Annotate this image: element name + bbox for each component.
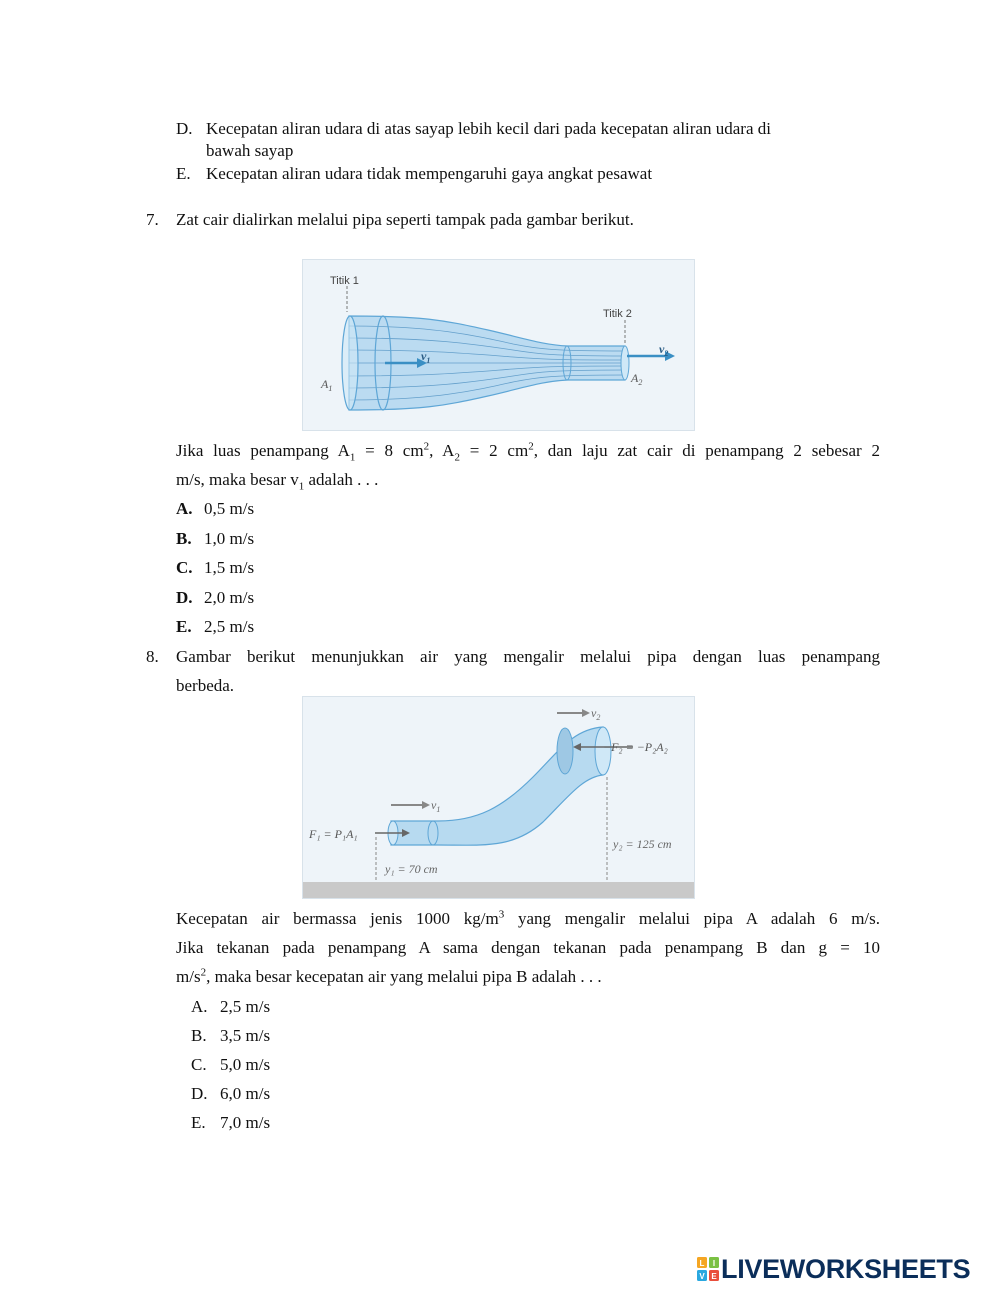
option-label: B. xyxy=(191,1026,207,1045)
pipe-figure-2 xyxy=(302,696,695,899)
option-label: D. xyxy=(176,119,193,138)
pipe-diagram-2 xyxy=(303,697,694,898)
ground xyxy=(303,882,694,898)
a1-label: $A_1$ xyxy=(321,377,333,393)
option-text: 5,0 m/s xyxy=(220,1055,271,1074)
option-label: B. xyxy=(176,529,192,548)
option-label: C. xyxy=(191,1055,207,1074)
q7-stem-line1: Jika luas penampang $A_1 = 8$ $cm^2$, $A_2 = 2$ $cm^2$, dan laju zat cair di penampang 2 sebesar 2 xyxy=(176,440,881,464)
svg-text:I: I xyxy=(712,1259,716,1268)
option-label: D. xyxy=(176,588,193,607)
option-q7-c[interactable] xyxy=(176,557,254,579)
option-text: 3,5 m/s xyxy=(220,1026,271,1045)
v2-label: $v_2$ xyxy=(591,706,601,722)
option-q8-a[interactable] xyxy=(191,996,270,1018)
option-q7-b[interactable] xyxy=(176,528,254,550)
option-text: Kecepatan aliran udara tidak mempengaruhi gaya angkat pesawat xyxy=(206,164,653,183)
option-label: D. xyxy=(191,1084,208,1103)
option-q8-b[interactable] xyxy=(191,1025,270,1047)
titik1-label: Titik 1 xyxy=(330,275,359,287)
f1-label: F₁ = P₁A₁ xyxy=(309,827,358,841)
option-text: 0,5 m/s xyxy=(204,499,255,518)
option-label: A. xyxy=(176,499,193,518)
logo-text: LIVEWORKSHEETS xyxy=(721,1253,971,1284)
cross-section-b-inner xyxy=(557,728,573,774)
option-text: 2,5 m/s xyxy=(220,997,271,1016)
question-number: 7. xyxy=(146,210,159,229)
question-7 xyxy=(146,209,634,231)
y2-label: y₂ = 125 cm xyxy=(613,837,672,851)
question-8-line1: Gambar berikut menunjukkan air yang mengalir melalui pipa dengan luas penampang xyxy=(176,647,880,666)
option-q7-a[interactable] xyxy=(176,498,254,520)
q8-stem-line3: $m/s^2$, maka besar kecepatan air yang melalui pipa B adalah . . . xyxy=(176,966,602,986)
a2-label: $A_2$ xyxy=(631,371,643,387)
option-q6-e[interactable] xyxy=(176,163,652,185)
option-label: A. xyxy=(191,997,208,1016)
v1-label: $v_1$ xyxy=(431,798,441,814)
option-text: 1,0 m/s xyxy=(204,529,255,548)
option-label: E. xyxy=(191,1113,206,1132)
f2-label: −F₂ = −P₂A₂ xyxy=(603,740,668,754)
option-label: C. xyxy=(176,558,193,577)
option-text: Kecepatan aliran udara di atas sayap lebih kecil dari pada kecepatan aliran udara di xyxy=(206,119,771,138)
pipe-figure-1 xyxy=(302,259,695,431)
option-q6-d-continued xyxy=(206,140,293,162)
svg-text:V: V xyxy=(699,1272,705,1281)
option-q7-d[interactable] xyxy=(176,587,254,609)
question-8-number: 8. xyxy=(146,647,159,666)
liveworksheets-logo[interactable] xyxy=(697,1254,970,1284)
titik2-label: Titik 2 xyxy=(603,308,632,320)
v2-arrow-head xyxy=(582,709,590,717)
option-text: 1,5 m/s xyxy=(204,558,255,577)
option-q7-e[interactable] xyxy=(176,616,254,638)
cross-section-a2-outer xyxy=(621,346,629,380)
option-text: 6,0 m/s xyxy=(220,1084,271,1103)
option-q8-c[interactable] xyxy=(191,1054,270,1076)
option-text: bawah sayap xyxy=(206,141,294,160)
svg-text:L: L xyxy=(699,1259,705,1268)
svg-text:E: E xyxy=(711,1272,717,1281)
q8-stem-line2: Jika tekanan pada penampang A sama dengan tekanan pada penampang B dan g = 10 xyxy=(176,938,880,957)
v1-label: $v_1$ xyxy=(421,349,431,365)
q7-stem-line2: m/s, maka besar $v_1$ adalah . . . xyxy=(176,470,379,493)
option-label: E. xyxy=(176,164,191,183)
option-label: E. xyxy=(176,617,192,636)
option-q6-d[interactable] xyxy=(176,118,771,140)
option-text: 2,5 m/s xyxy=(204,617,255,636)
v1-arrow-head xyxy=(422,801,430,809)
logo-tiles-icon xyxy=(697,1257,719,1281)
question-8-line2: berbeda. xyxy=(176,676,235,695)
option-q8-e[interactable] xyxy=(191,1112,270,1134)
cross-section-a1-outer xyxy=(342,316,358,410)
pipe-diagram-1 xyxy=(303,260,694,430)
q8-stem-line1: Kecepatan air bermassa jenis 1000 $kg/m^3$ yang mengalir melalui pipa A adalah 6 m/s. xyxy=(176,908,881,928)
option-text: 7,0 m/s xyxy=(220,1113,271,1132)
option-q8-d[interactable] xyxy=(191,1083,270,1105)
option-text: 2,0 m/s xyxy=(204,588,255,607)
question-text: Zat cair dialirkan melalui pipa seperti tampak pada gambar berikut. xyxy=(176,210,634,229)
v2-label: $v_2$ xyxy=(659,342,669,358)
y1-label: y₁ = 70 cm xyxy=(385,862,438,876)
